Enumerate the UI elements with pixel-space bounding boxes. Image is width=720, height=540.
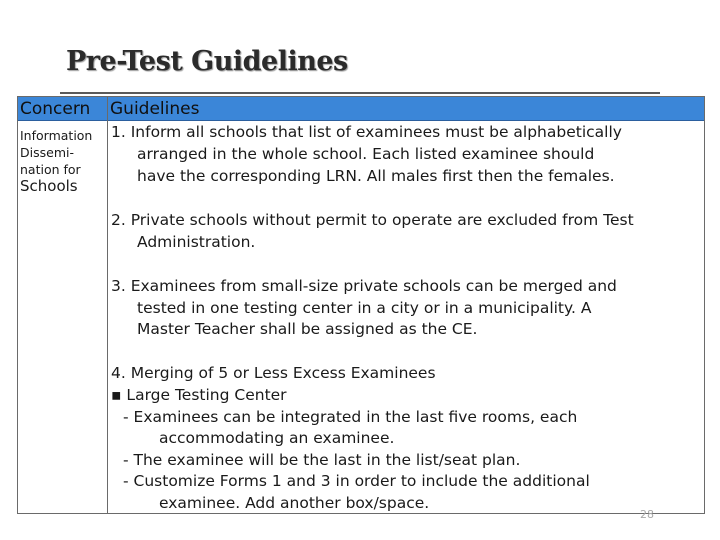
table-header-row — [18, 97, 704, 121]
guideline-1-line-2: arranged in the whole school. Each listed examinee should — [137, 145, 595, 163]
page-title: Pre-Test Guidelines — [66, 46, 348, 77]
concern-line: Information — [20, 128, 93, 143]
guideline-4-sub-2: - The examinee will be the last in the list/seat plan. — [123, 451, 521, 469]
page-number: 28 — [640, 508, 654, 521]
header-guidelines: Guidelines — [110, 99, 200, 119]
concern-line: nation for — [20, 162, 81, 177]
guideline-2-line-2: Administration. — [137, 233, 256, 251]
concern-line: Schools — [20, 177, 78, 195]
title-underline — [60, 92, 660, 94]
concern-cell — [20, 127, 108, 195]
guidelines-table — [17, 96, 705, 514]
guideline-4-sub-3-line-1: - Customize Forms 1 and 3 in order to include the additional — [123, 472, 590, 490]
guideline-1-line-3: have the corresponding LRN. All males first then the females. — [137, 167, 615, 185]
concern-line: Dissemi- — [20, 145, 74, 160]
guideline-4-sub-1-line-1: - Examinees can be integrated in the last five rooms, each — [123, 408, 578, 426]
guideline-1-line-1: 1. Inform all schools that list of examinees must be alphabetically — [111, 123, 622, 141]
guideline-4-sub-1-line-2: accommodating an examinee. — [159, 429, 395, 447]
header-concern: Concern — [20, 99, 91, 119]
guideline-3-line-1: 3. Examinees from small-size private schools can be merged and — [111, 277, 617, 295]
guideline-3-line-3: Master Teacher shall be assigned as the CE. — [137, 320, 478, 338]
guideline-3-line-2: tested in one testing center in a city or in a municipality. A — [137, 299, 592, 317]
guideline-4-bullet: ▪ Large Testing Center — [111, 386, 287, 404]
guideline-2-line-1: 2. Private schools without permit to operate are excluded from Test — [111, 211, 634, 229]
guideline-4-sub-3-line-2: examinee. Add another box/space. — [159, 494, 430, 512]
guideline-4-heading: 4. Merging of 5 or Less Excess Examinees — [111, 364, 436, 382]
